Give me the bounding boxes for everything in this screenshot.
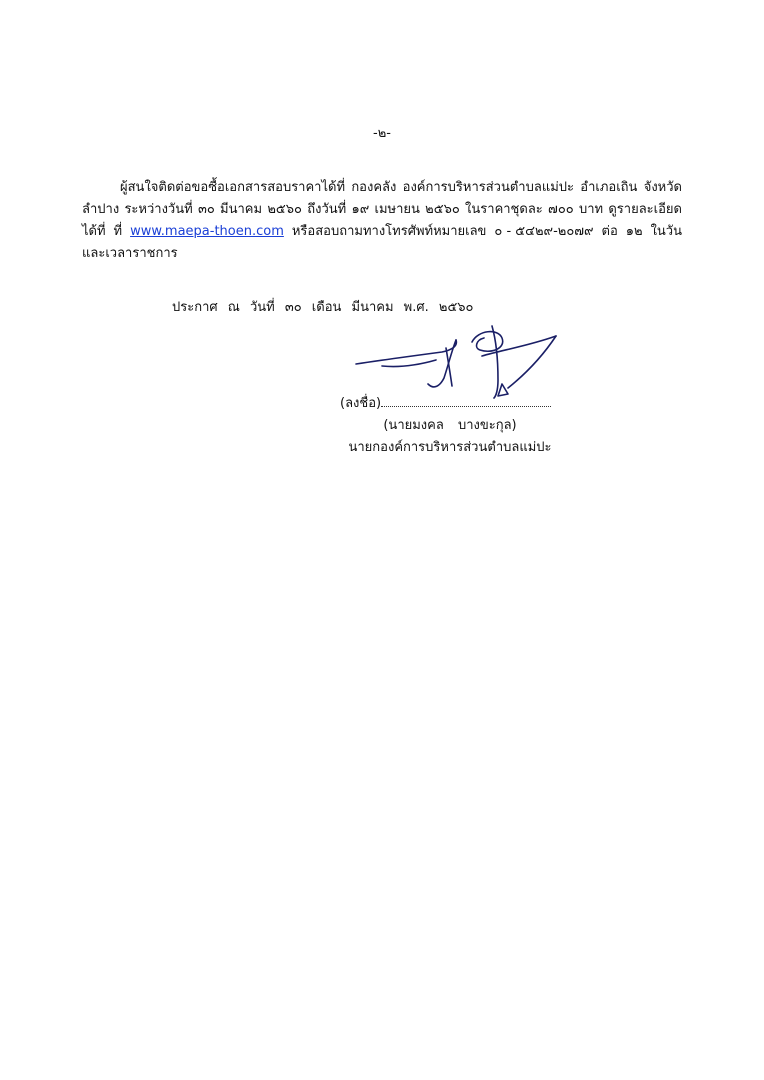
text-segment: องค์การบริหารส่วนตำบลแม่ปะ	[402, 180, 574, 195]
text-segment: ผู้สนใจติดต่อขอซื้อเอกสารสอบราคาได้ที่	[120, 180, 346, 195]
text-segment: ๗๐๐	[548, 202, 574, 217]
text-segment: ๓๐	[197, 202, 215, 217]
signature-dotted-line	[381, 395, 551, 407]
text-segment: ดูรายละเอียด	[608, 202, 682, 217]
text-segment: ต่อ	[601, 224, 618, 239]
text-segment: ๒๕๖๐	[267, 202, 302, 217]
announcement-date: ประกาศ ณ วันที่ ๓๐ เดือน มีนาคม พ.ศ. ๒๕๖๐	[172, 300, 474, 315]
handwritten-signature	[352, 320, 564, 400]
text-segment: ลำปาง	[82, 202, 120, 217]
page-number: -๒-	[373, 126, 391, 141]
text-segment: ๑๒	[625, 224, 643, 239]
sign-label: (ลงชื่อ)	[340, 396, 382, 411]
text-segment: ที่	[113, 224, 123, 239]
text-segment: อำเภอเถิน	[580, 180, 638, 195]
text-segment: จังหวัด	[643, 180, 682, 195]
website-link[interactable]: www.maepa-thoen.com	[130, 224, 284, 239]
text-segment: บาท	[578, 202, 604, 217]
body-line-3	[82, 222, 682, 242]
text-segment: ได้ที่	[82, 224, 106, 239]
body-line-4	[82, 244, 682, 264]
text-segment: ระหว่างวันที่	[124, 202, 193, 217]
text-segment: กองคลัง	[351, 180, 397, 195]
signer-title: นายกองค์การบริหารส่วนตำบลแม่ปะ	[348, 440, 552, 455]
signer-name: (นายมงคล บางขะกุล)	[383, 418, 517, 433]
body-paragraph	[82, 178, 682, 264]
text-segment: ๒๕๖๐	[425, 202, 460, 217]
text-segment: ในวัน	[650, 224, 682, 239]
body-line-2	[82, 200, 682, 220]
text-segment: และเวลาราชการ	[82, 246, 178, 261]
text-segment: ถึงวันที่	[307, 202, 347, 217]
signature-line	[340, 392, 551, 413]
text-segment: เมษายน	[374, 202, 420, 217]
text-segment: มีนาคม	[220, 202, 263, 217]
text-segment: หรือสอบถามทางโทรศัพท์หมายเลข	[291, 224, 487, 239]
phone-number: ๐ - ๕๔๒๙-๒๐๗๙	[494, 224, 594, 239]
body-line-1	[82, 178, 682, 198]
text-segment: ในราคาชุดละ	[465, 202, 543, 217]
text-segment: ๑๙	[351, 202, 370, 217]
